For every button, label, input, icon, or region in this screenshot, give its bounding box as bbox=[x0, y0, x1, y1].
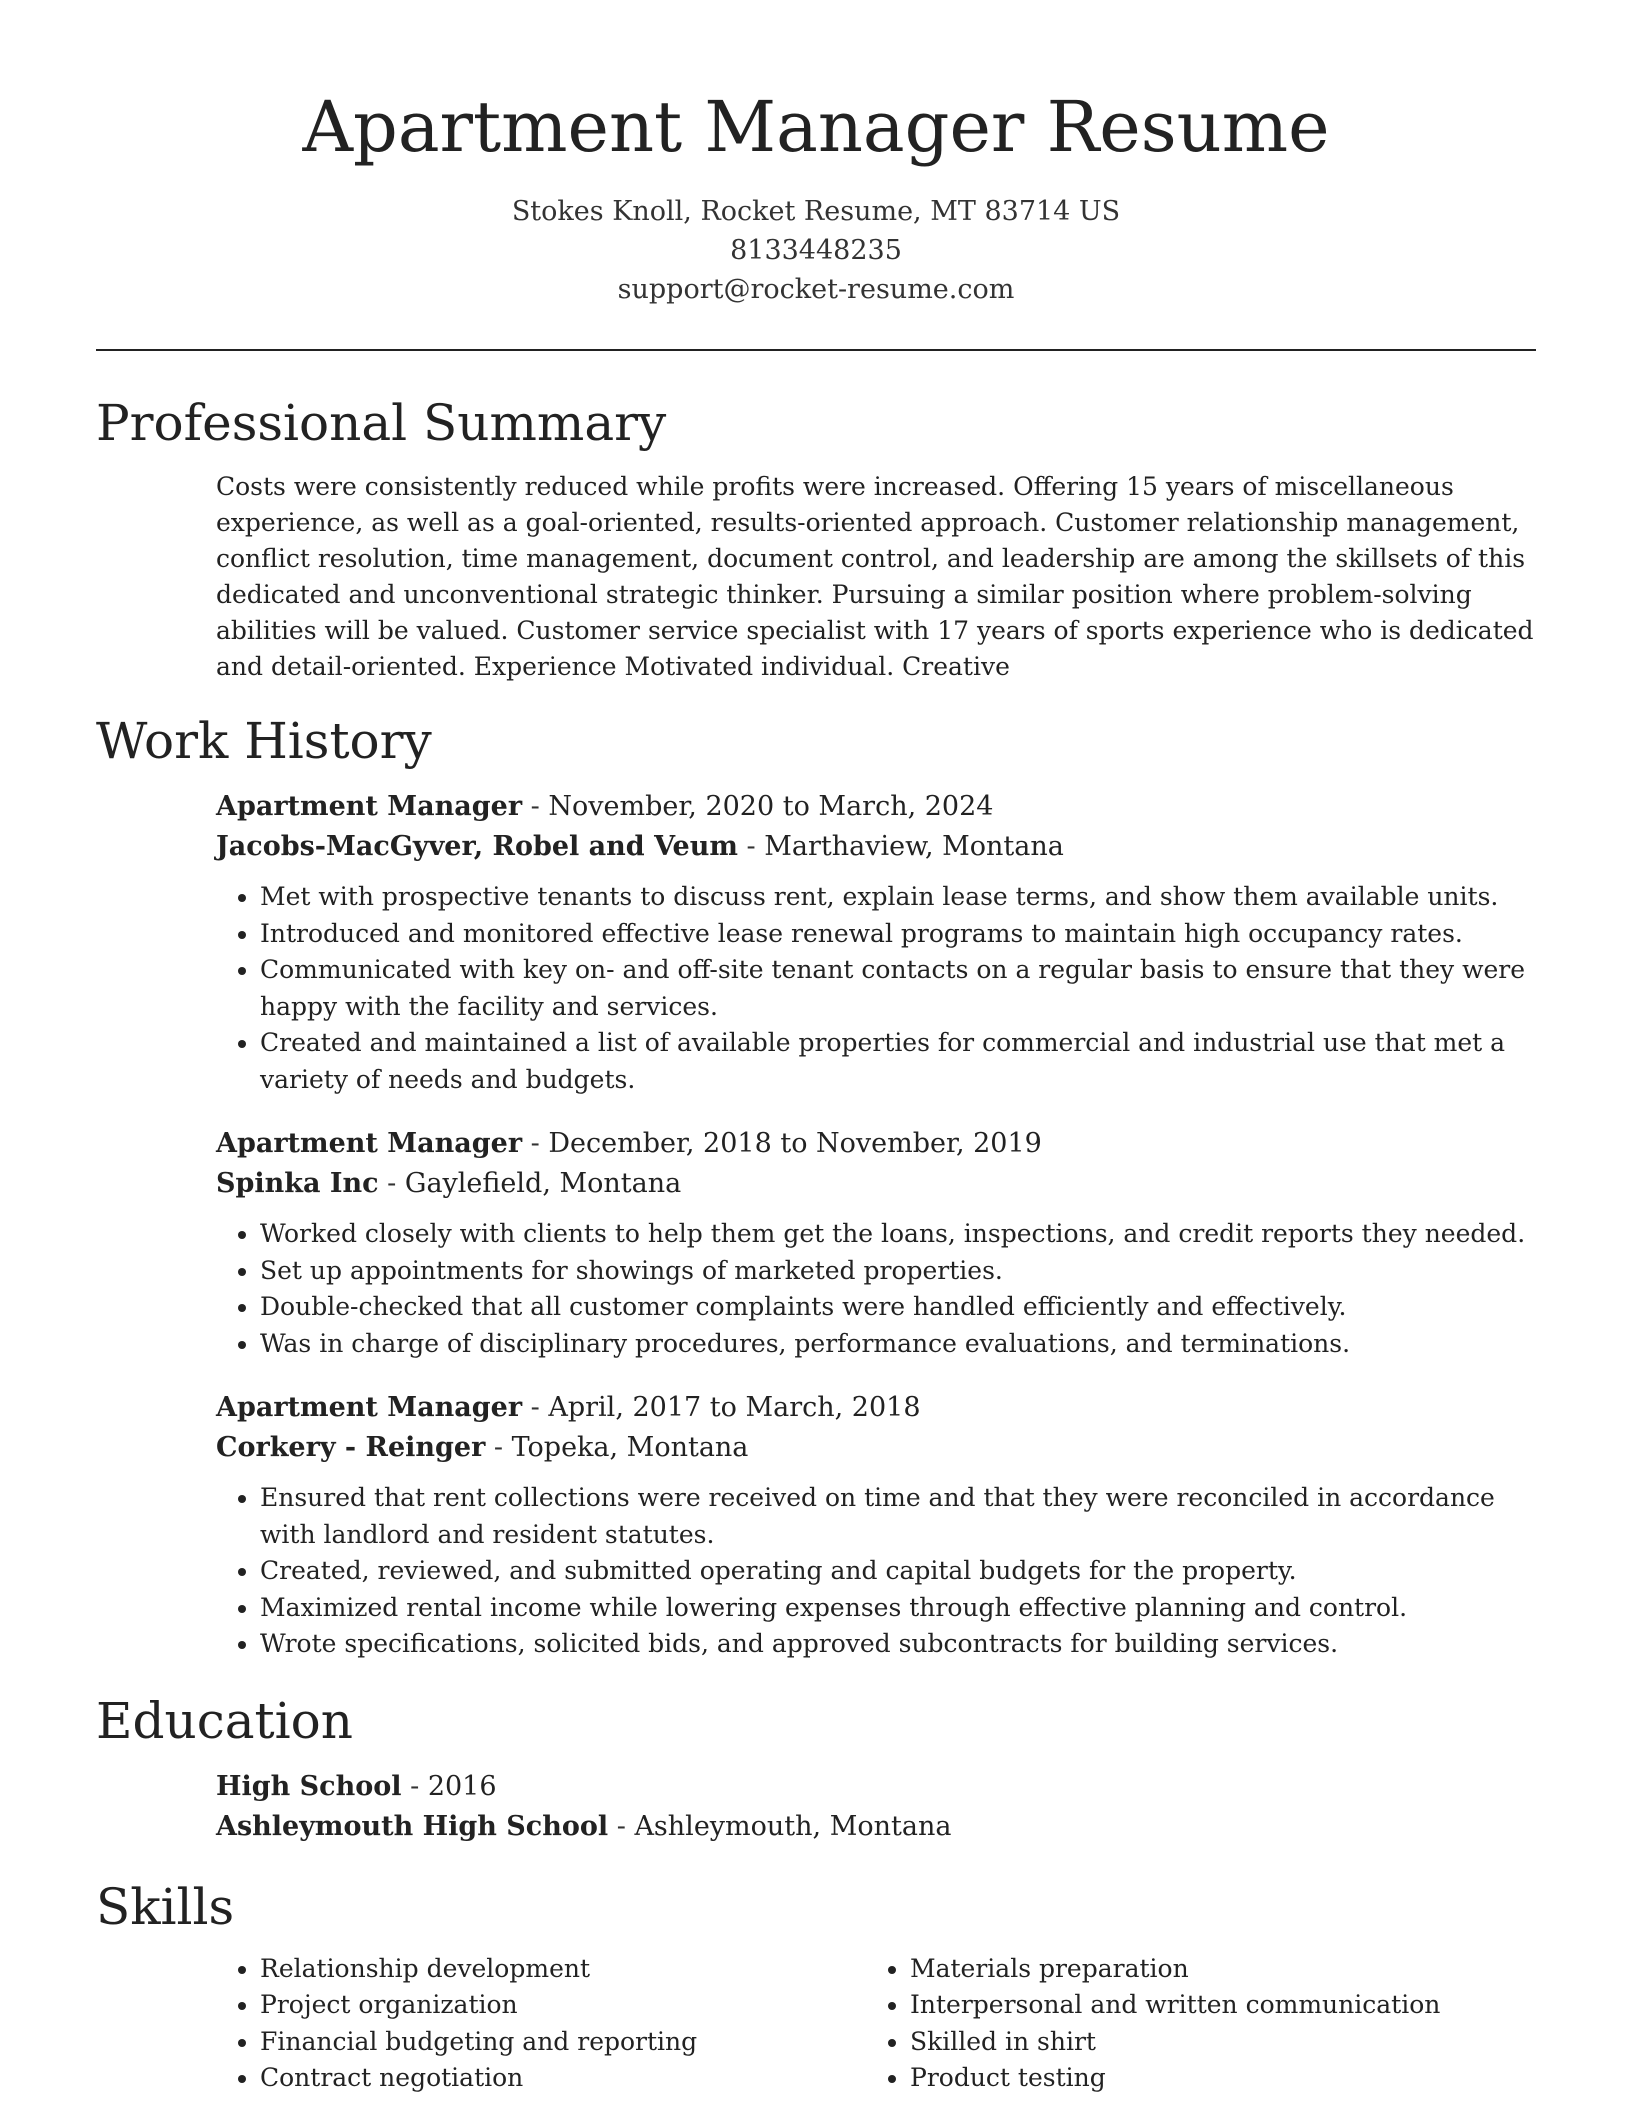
resume-header bbox=[96, 0, 1536, 309]
job-title: Apartment Manager bbox=[216, 791, 523, 822]
job-entry bbox=[96, 787, 1536, 1098]
education-heading: Education bbox=[96, 1691, 353, 1750]
list-item: • Product testing bbox=[910, 2060, 1516, 2097]
contact-info bbox=[96, 192, 1536, 309]
work-heading: Work History bbox=[96, 712, 432, 770]
list-item: • Worked closely with clients to help them get the loans, inspections, and credit reports they needed. bbox=[260, 1216, 1536, 1253]
list-item: • Created, reviewed, and submitted operating and capital budgets for the property. bbox=[260, 1553, 1536, 1590]
job-title-line: Apartment Manager - April, 2017 to March, 2018 bbox=[216, 1392, 921, 1423]
education-location: Ashleymouth, Montana bbox=[634, 1810, 952, 1842]
list-item: • Created and maintained a list of available properties for commercial and industrial use that met a variety of needs and budgets. bbox=[260, 1025, 1536, 1098]
summary-heading: Professional Summary bbox=[96, 394, 667, 452]
skills-list-left bbox=[216, 1951, 866, 2097]
contact-address: Stokes Knoll, Rocket Resume, MT 83714 US bbox=[511, 196, 1121, 227]
job-location: Topeka, Montana bbox=[511, 1432, 749, 1463]
work-section bbox=[96, 709, 1536, 1663]
list-item: • Met with prospective tenants to discuss rent, explain lease terms, and show them available units. bbox=[260, 879, 1536, 916]
list-item: • Financial budgeting and reporting bbox=[260, 2024, 866, 2061]
list-item: • Contract negotiation bbox=[260, 2060, 866, 2097]
job-bullets bbox=[216, 1480, 1536, 1663]
education-school: Ashleymouth High School bbox=[216, 1810, 609, 1842]
education-school-line: Ashleymouth High School - Ashleymouth, Montana bbox=[216, 1810, 952, 1842]
contact-phone: 8133448235 bbox=[730, 235, 902, 266]
job-company-line: Corkery - Reinger - Topeka, Montana bbox=[216, 1432, 749, 1463]
job-title-line: Apartment Manager - December, 2018 to November, 2019 bbox=[216, 1128, 1042, 1159]
job-bullets bbox=[216, 1216, 1536, 1362]
job-title: Apartment Manager bbox=[216, 1392, 523, 1423]
job-entry bbox=[96, 1388, 1536, 1663]
list-item: • Project organization bbox=[260, 1987, 866, 2024]
list-item: • Relationship development bbox=[260, 1951, 866, 1988]
skills-list-right bbox=[866, 1951, 1516, 2097]
job-dates: December, 2018 to November, 2019 bbox=[548, 1128, 1042, 1159]
job-location: Gaylefield, Montana bbox=[404, 1168, 682, 1199]
list-item: • Double-checked that all customer complaints were handled efficiently and effectively. bbox=[260, 1289, 1536, 1326]
list-item: • Maximized rental income while lowering expenses through effective planning and control. bbox=[260, 1590, 1536, 1627]
skills-section bbox=[96, 1875, 1536, 2097]
education-degree: High School bbox=[216, 1770, 402, 1802]
list-item: • Introduced and monitored effective lease renewal programs to maintain high occupancy rates. bbox=[260, 916, 1536, 953]
skills-heading: Skills bbox=[96, 1877, 235, 1936]
job-title: Apartment Manager bbox=[216, 1128, 523, 1159]
education-section bbox=[96, 1689, 1536, 1847]
header-divider bbox=[96, 349, 1536, 351]
job-location: Marthaview, Montana bbox=[764, 831, 1064, 862]
list-item: • Interpersonal and written communication bbox=[910, 1987, 1516, 2024]
list-item: • Skilled in shirt bbox=[910, 2024, 1516, 2061]
list-item: • Was in charge of disciplinary procedures, performance evaluations, and terminations. bbox=[260, 1326, 1536, 1363]
list-item: • Communicated with key on- and off-site tenant contacts on a regular basis to ensure that they were happy with the facility and services. bbox=[260, 952, 1536, 1025]
job-company: Spinka Inc bbox=[216, 1168, 379, 1199]
summary-section bbox=[96, 391, 1536, 685]
job-company: Jacobs-MacGyver, Robel and Veum bbox=[216, 831, 738, 862]
job-company: Corkery - Reinger bbox=[216, 1432, 486, 1463]
list-item: • Materials preparation bbox=[910, 1951, 1516, 1988]
contact-email: support@rocket-resume.com bbox=[617, 274, 1015, 305]
job-bullets bbox=[216, 879, 1536, 1098]
education-year: 2016 bbox=[427, 1770, 497, 1802]
job-company-line: Spinka Inc - Gaylefield, Montana bbox=[216, 1168, 682, 1199]
skills-columns bbox=[96, 1951, 1536, 2097]
list-item: • Set up appointments for showings of marketed properties. bbox=[260, 1253, 1536, 1290]
summary-text: Costs were consistently reduced while profits were increased. Offering 15 years of miscellaneous experience, as well as a goal-oriented, results-oriented approach. Customer relationship management, conflict resolution, time management, document control, and leadership are among the skillsets of this dedicated and unconventional strategic thinker. Pursuing a similar position where problem-solving abilities will be valued. Customer service specialist with 17 years of sports experience who is dedicated and detail-oriented. Experience Motivated individual. Creative bbox=[216, 472, 1534, 681]
education-entry bbox=[96, 1767, 1536, 1847]
job-entry bbox=[96, 1124, 1536, 1362]
education-degree-line: High School - 2016 bbox=[216, 1770, 497, 1802]
job-company-line: Jacobs-MacGyver, Robel and Veum - Marthaview, Montana bbox=[216, 831, 1064, 862]
job-title-line: Apartment Manager - November, 2020 to March, 2024 bbox=[216, 791, 994, 822]
job-dates: November, 2020 to March, 2024 bbox=[548, 791, 994, 822]
job-dates: April, 2017 to March, 2018 bbox=[548, 1392, 921, 1423]
list-item: • Ensured that rent collections were received on time and that they were reconciled in accordance with landlord and resident statutes. bbox=[260, 1480, 1536, 1553]
list-item: • Wrote specifications, solicited bids, and approved subcontracts for building services. bbox=[260, 1626, 1536, 1663]
resume-title: Apartment Manager Resume bbox=[302, 86, 1330, 168]
